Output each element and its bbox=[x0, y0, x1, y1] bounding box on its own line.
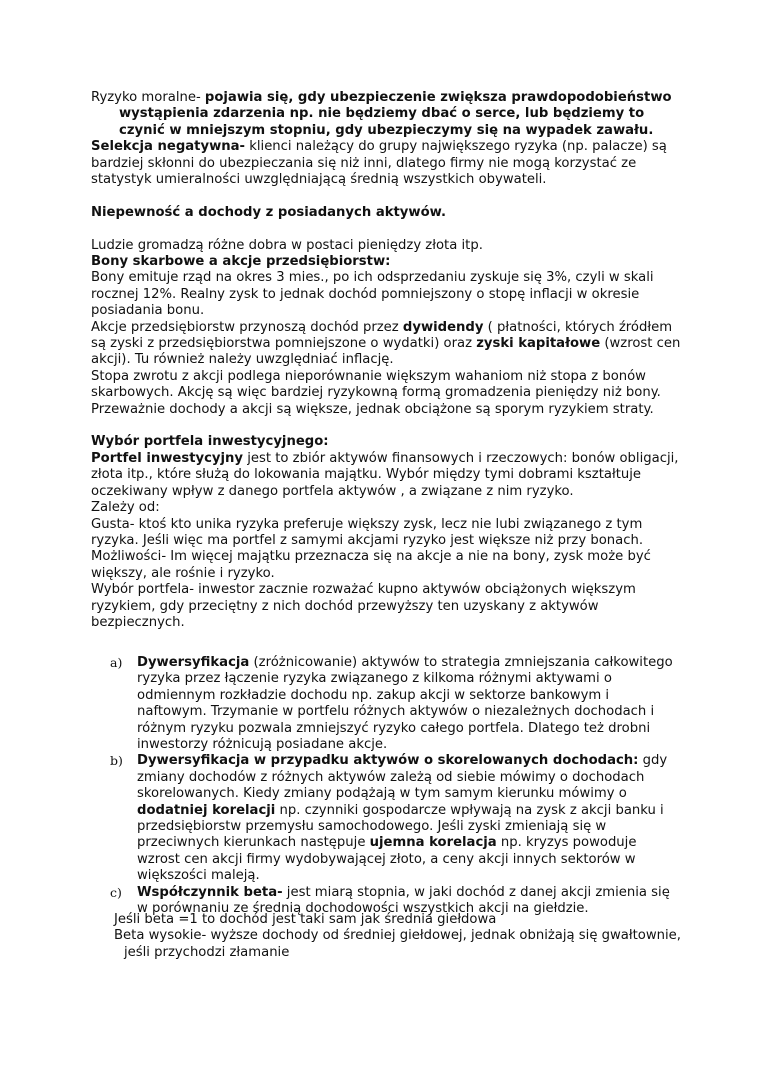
shares-text-3: (wzrost cen akcji). Tu również należy uwzględniać inflację. bbox=[91, 336, 681, 368]
list-marker: b) bbox=[110, 753, 123, 769]
diversification-text: (zróżnicowanie) aktywów to strategia zmniejszania całkowitego ryzyka przez łączenie ryzyka związanego z kilkoma różnymi aktywami o odmiennym rozkładzie dochodu np. zakup akcji w sektorze bankowym i naftowym. Trzymanie w portfelu różnych aktywów o niezależnych dochodach i różnym ryzyku pozwala zmniejszyć ryzyko całego portfela. Dlatego też drobni inwestorzy różnicują posiadane akcje. bbox=[137, 655, 673, 753]
moral-hazard-definition: pojawia się, gdy ubezpieczenie zwiększa prawdopodobieństwo wystąpienia zdarzenia np. nie będziemy dbać o serce, lub będziemy to czynić w mniejszym stopniu, gdy ubezpieczymy się na wypadek zawału. bbox=[119, 90, 672, 138]
beta-high-note: Beta wysokie- wyższe dochody od średniej giełdowej, jednak obniżają się gwałtownie, jeśli przychodzi złamanie bbox=[114, 928, 681, 960]
shares-text-2: ( płatności, których źródłem są zyski z przedsiębiorstwa pomniejszone o wydatki) oraz bbox=[91, 319, 673, 352]
taste-paragraph: Gusta- ktoś kto unika ryzyka preferuje większy zysk, lecz nie lubi związanego z tym ryzyka. Jeśli więc ma portfel z samymi akcjami ryzyko jest większe niż przy bonach. bbox=[91, 516, 644, 548]
dividends-term: dywidendy bbox=[402, 319, 484, 335]
portfolio-heading-text: Wybór portfela inwestycyjnego: bbox=[91, 434, 329, 450]
portfolio-text: jest to zbiór aktywów finansowych i rzeczowych: bonów obligacji, złota itp., które służą do lokowania majątku. Wybór między tymi dobrami kształtuje oczekiwany wpływ z danego portfela aktywów , a związane z nim ryzyko. bbox=[91, 450, 679, 499]
shares-paragraph bbox=[91, 320, 681, 369]
strategy-list bbox=[110, 655, 682, 918]
diversification-term: Dywersyfikacja bbox=[137, 655, 250, 670]
possibilities-paragraph: Możliwości- Im więcej majątku przeznacza się na akcje a nie na bony, zysk może być większy, ale rośnie i ryzyko. bbox=[91, 549, 651, 581]
adverse-selection-text: klienci należący do grupy największego ryzyka (np. palacze) są bardziej skłonni do ubezpieczania się niż inni, dlatego firmy nie mogą korzystać ze statystyk umieralności uwzględniającą średnią wszystkich obywateli. bbox=[91, 139, 667, 188]
adverse-selection-term: Selekcja negatywna- bbox=[91, 139, 246, 155]
correlated-diversification-term: Dywersyfikacja w przypadku aktywów o skorelowanych dochodach: bbox=[137, 753, 639, 769]
return-rate-paragraph: Stopa zwrotu z akcji podlega nieporównanie większym wahaniom niż stopa z bonów skarbowych. Akcję są więc bardziej ryzykowną formą gromadzenia pieniędzy niż bony. Przeważnie dochody a akcji są większe, jednak obciążone są sporym ryzykiem straty. bbox=[91, 368, 661, 417]
correlation-text-2: np. czynniki gospodarcze wpływają na zysk z akcji banku i przedsiębiorstw przemysłu samochodowego. Jeśli zyski zmieniają się w przeciwnych kierunkach następuje bbox=[137, 802, 664, 851]
uncertainty-heading bbox=[91, 205, 681, 221]
beta-text: jest miarą stopnia, w jaki dochód z danej akcji zmienia się w porównaniu ze średnią dochodowości wszystkich akcji na giełdzie. bbox=[137, 884, 670, 917]
uncertainty-heading-text: Niepewność a dochody z posiadanych aktywów. bbox=[91, 204, 446, 220]
bonds-heading bbox=[91, 254, 681, 270]
people-paragraph: Ludzie gromadzą różne dobra w postaci pieniędzy złota itp. bbox=[91, 237, 483, 253]
choice-paragraph: Wybór portfela- inwestor zacznie rozważać kupno aktywów obciążonych większym ryzykiem, gdy przeciętny z nich dochód przewyższy ten uzyskany z aktywów bezpiecznych. bbox=[91, 582, 636, 630]
adverse-selection-paragraph bbox=[91, 139, 681, 188]
moral-hazard-label: Ryzyko moralne- bbox=[91, 90, 205, 105]
negative-correlation-term: ujemna korelacja bbox=[369, 835, 497, 851]
beta-one-note: Jeśli beta =1 to dochód jest taki sam jak średnia giełdowa bbox=[114, 912, 497, 927]
beta-term: Współczynnik beta- bbox=[137, 884, 283, 900]
shares-text-1: Akcje przedsiębiorstw przynoszą dochód przez bbox=[91, 319, 403, 335]
moral-hazard-paragraph bbox=[91, 90, 681, 139]
list-item bbox=[110, 753, 682, 884]
bonds-paragraph: Bony emituje rząd na okres 3 mies., po ich odsprzedaniu zyskuje się 3%, czyli w skali rocznej 12%. Realny zysk to jednak dochód pomniejszony o stopę inflacji w okresie posiadania bonu. bbox=[91, 270, 654, 319]
list-item bbox=[110, 655, 682, 753]
list-marker: c) bbox=[110, 884, 122, 900]
list-marker: a) bbox=[110, 655, 123, 670]
portfolio-paragraph bbox=[91, 451, 681, 500]
correlation-text-1: gdy zmiany dochodów z różnych aktywów zależą od siebie mówimy o dochodach skorelowanych. Kiedy zmiany podążają w tym samym kierunku mówimy o bbox=[137, 753, 668, 802]
intro-section bbox=[91, 90, 681, 631]
portfolio-heading bbox=[91, 434, 681, 450]
capital-gains-term: zyski kapitałowe bbox=[476, 336, 601, 352]
portfolio-term: Portfel inwestycyjny bbox=[91, 450, 244, 466]
bonds-heading-text: Bony skarbowe a akcje przedsiębiorstw: bbox=[91, 254, 391, 270]
correlation-text-3: np. kryzys powoduje wzrost cen akcji firmy wydobywającej złoto, a ceny akcji innych sektorów w większości maleją. bbox=[137, 835, 637, 884]
positive-correlation-term: dodatniej korelacji bbox=[137, 802, 276, 818]
depends-label: Zależy od: bbox=[91, 500, 160, 516]
beta-notes bbox=[114, 912, 682, 961]
